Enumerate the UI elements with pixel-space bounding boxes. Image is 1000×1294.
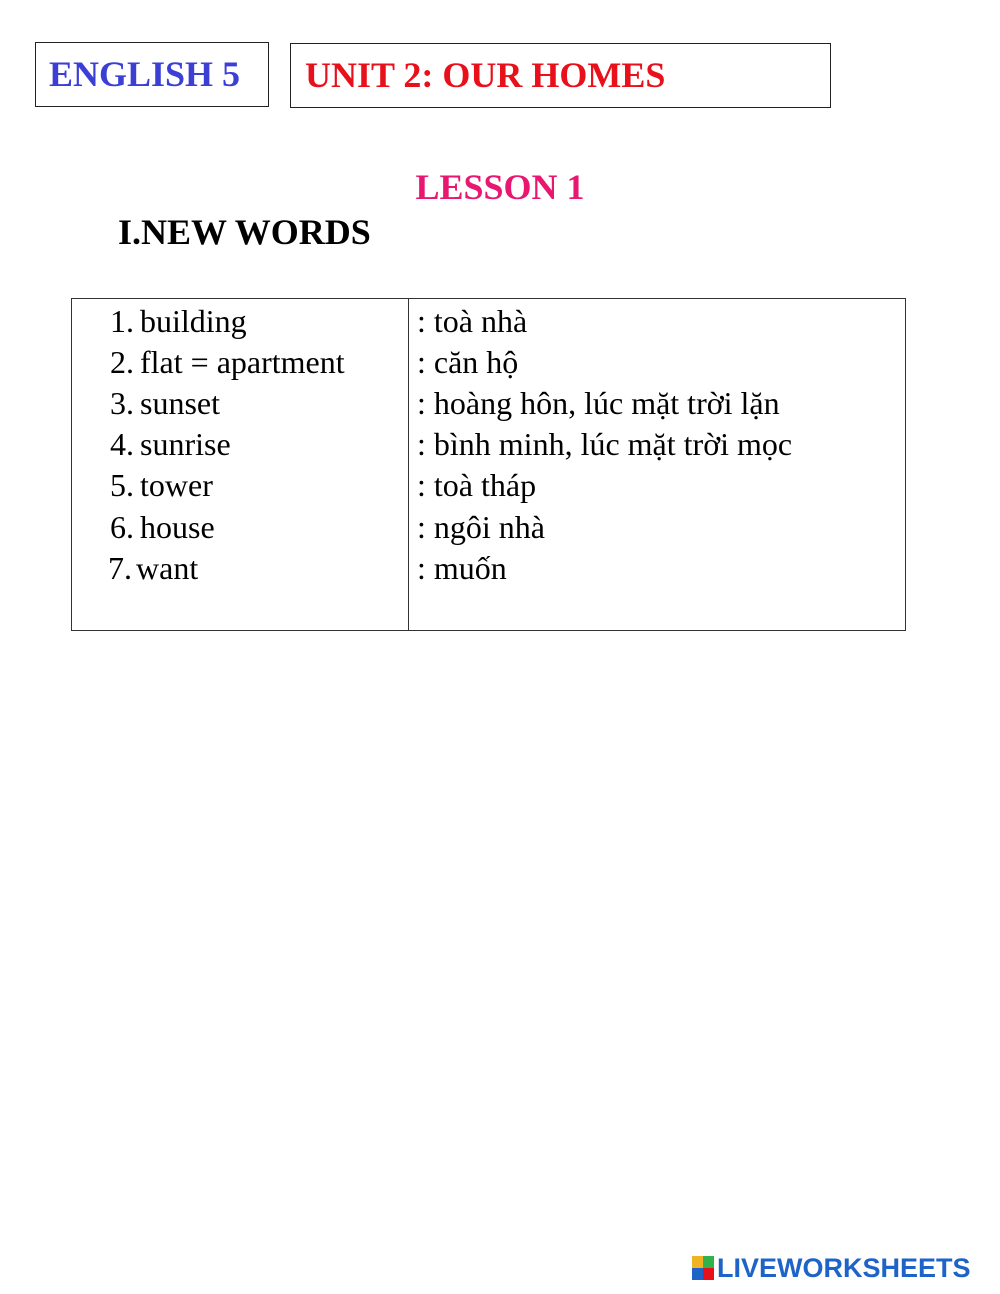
vocab-word: building: [140, 303, 247, 339]
subject-title-box: [35, 42, 269, 107]
vocab-row: [72, 548, 905, 589]
vocab-row: [72, 383, 905, 424]
vocab-word: want: [136, 550, 199, 586]
vocab-row: [72, 342, 905, 383]
subject-title: ENGLISH 5: [49, 54, 241, 94]
vocab-number: 5.: [110, 467, 134, 503]
lesson-title: LESSON 1: [415, 167, 585, 207]
vocab-number: 7.: [108, 550, 132, 586]
vocab-meaning: : toà nhà: [417, 303, 528, 339]
unit-title-box: [290, 43, 831, 108]
vocab-word: flat = apartment: [140, 344, 345, 380]
vocab-number: 4.: [110, 426, 134, 462]
liveworksheets-logo-icon: [692, 1256, 714, 1280]
vocab-row: [72, 465, 905, 506]
unit-title: UNIT 2: OUR HOMES: [305, 55, 666, 95]
vocab-number: 2.: [110, 344, 134, 380]
liveworksheets-logo: [692, 1254, 971, 1282]
vocabulary-table: [71, 298, 906, 631]
section-heading: I.NEW WORDS: [118, 212, 371, 252]
vocab-meaning: : căn hộ: [417, 344, 519, 380]
vocab-meaning: : hoàng hôn, lúc mặt trời lặn: [417, 385, 780, 421]
vocab-row: [72, 507, 905, 548]
vocab-meaning: : muốn: [417, 550, 507, 586]
logo-text: LIVEWORKSHEETS: [717, 1252, 971, 1283]
vocab-meaning: : bình minh, lúc mặt trời mọc: [417, 426, 793, 462]
vocab-word: house: [140, 509, 215, 545]
vocab-word: sunset: [140, 385, 220, 421]
vocab-number: 1.: [110, 303, 134, 339]
vocab-word: tower: [140, 467, 213, 503]
vocab-number: 3.: [110, 385, 134, 421]
vocab-number: 6.: [110, 509, 134, 545]
vocab-meaning: : ngôi nhà: [417, 509, 545, 545]
vocab-word: sunrise: [140, 426, 231, 462]
vocab-meaning: : toà tháp: [417, 467, 537, 503]
vocab-row: [72, 424, 905, 465]
vocab-row: [72, 301, 905, 342]
